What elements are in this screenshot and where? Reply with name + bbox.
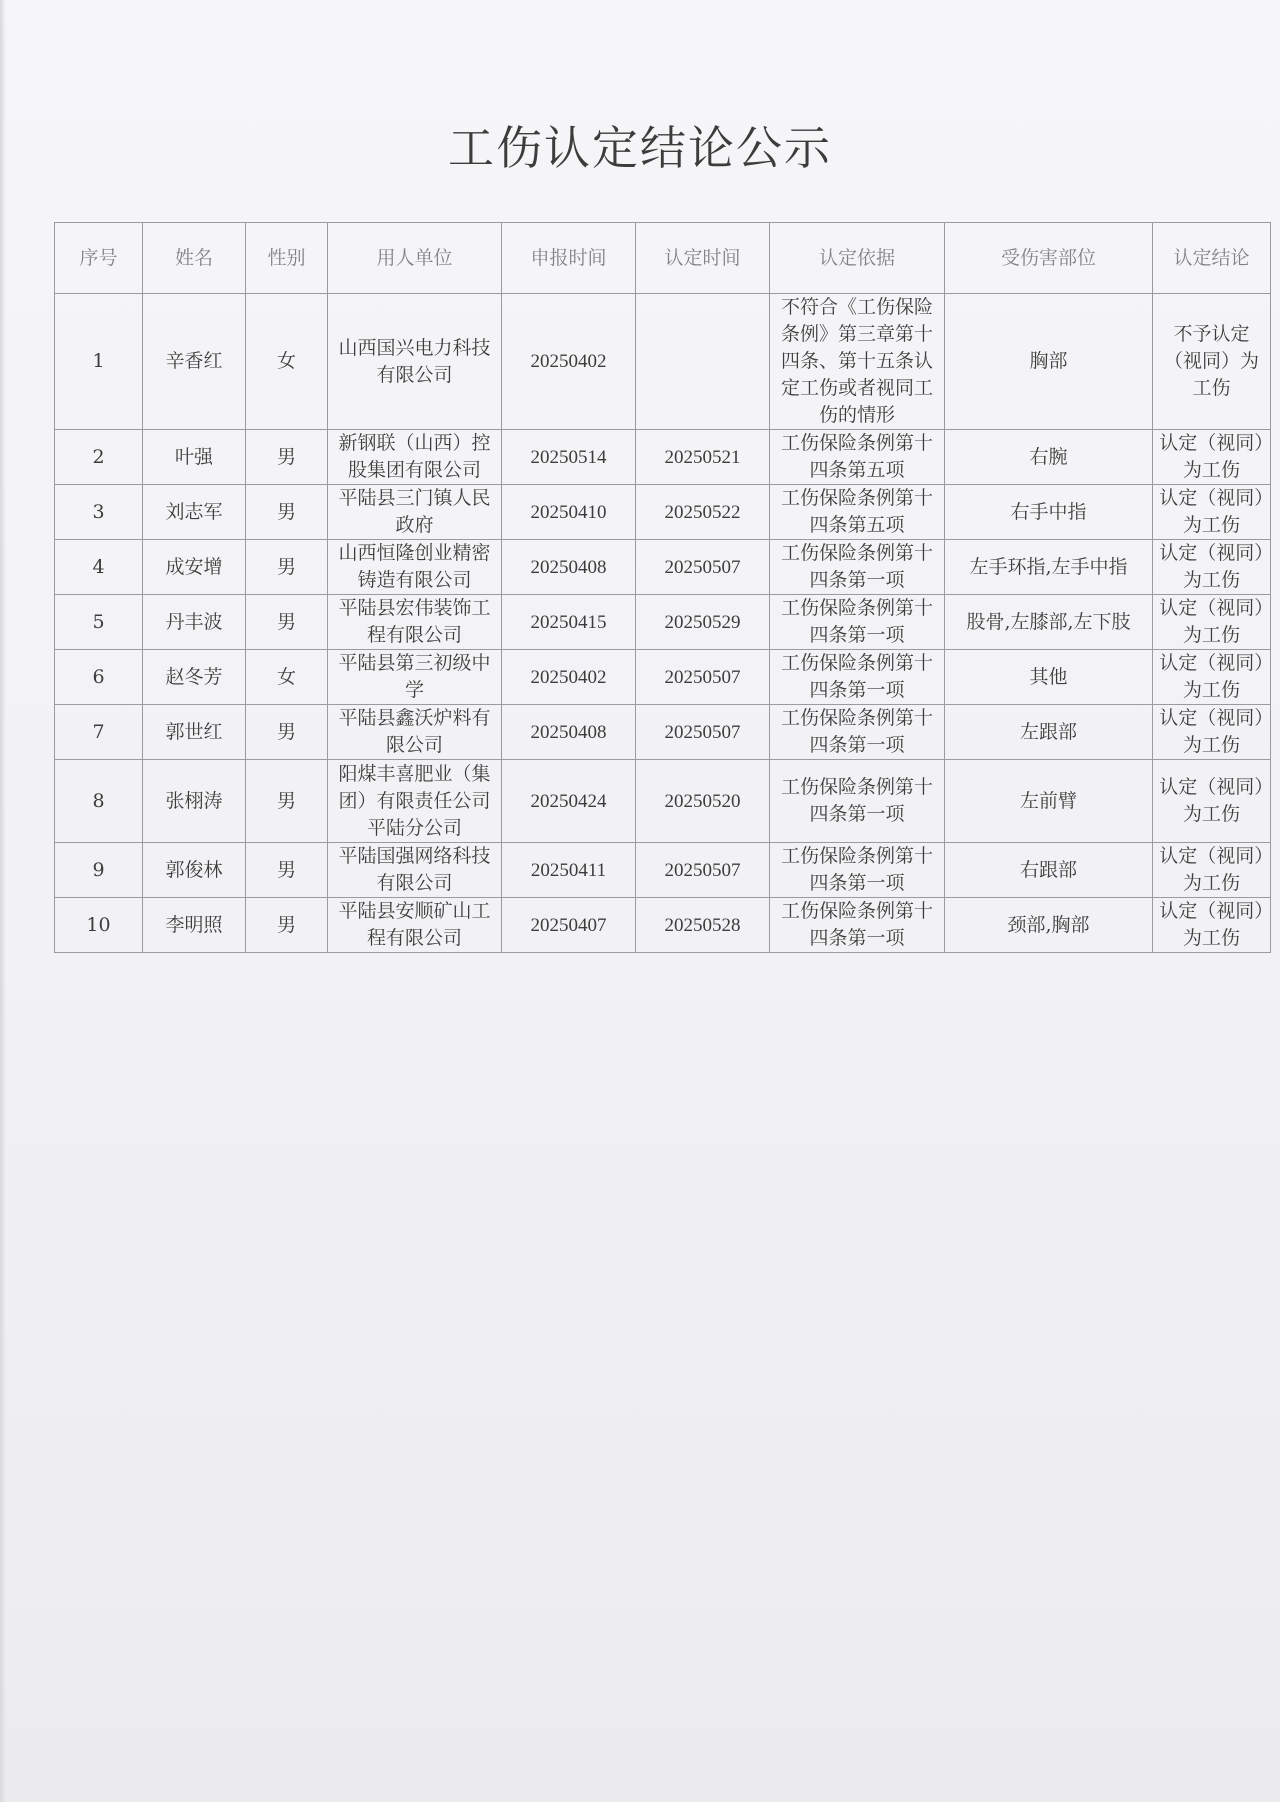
cell-conclusion: 认定（视同）为工伤 bbox=[1153, 430, 1271, 485]
cell-seq: 2 bbox=[55, 430, 143, 485]
table-row bbox=[55, 760, 1271, 843]
cell-conclusion: 认定（视同）为工伤 bbox=[1153, 595, 1271, 650]
table-row bbox=[55, 430, 1271, 485]
cell-injured-part: 右手中指 bbox=[945, 485, 1153, 540]
injury-decision-table bbox=[54, 222, 1271, 953]
cell-conclusion: 不予认定（视同）为工伤 bbox=[1153, 294, 1271, 430]
page-edge-shadow bbox=[0, 0, 6, 1802]
header-sex: 性别 bbox=[246, 223, 328, 294]
cell-sex: 男 bbox=[246, 898, 328, 953]
cell-apply-date: 20250415 bbox=[502, 595, 636, 650]
cell-apply-date: 20250402 bbox=[502, 650, 636, 705]
header-name: 姓名 bbox=[143, 223, 246, 294]
cell-apply-date: 20250407 bbox=[502, 898, 636, 953]
table-row bbox=[55, 540, 1271, 595]
cell-basis: 工伤保险条例第十四条第一项 bbox=[770, 898, 945, 953]
cell-sex: 男 bbox=[246, 595, 328, 650]
table-row bbox=[55, 485, 1271, 540]
cell-basis: 工伤保险条例第十四条第一项 bbox=[770, 650, 945, 705]
cell-seq: 10 bbox=[55, 898, 143, 953]
cell-employer: 平陆县三门镇人民政府 bbox=[328, 485, 502, 540]
cell-decision-date: 20250529 bbox=[636, 595, 770, 650]
cell-employer: 山西恒隆创业精密铸造有限公司 bbox=[328, 540, 502, 595]
cell-injured-part: 右跟部 bbox=[945, 843, 1153, 898]
cell-employer: 阳煤丰喜肥业（集团）有限责任公司平陆分公司 bbox=[328, 760, 502, 843]
table-row bbox=[55, 595, 1271, 650]
cell-injured-part: 胸部 bbox=[945, 294, 1153, 430]
cell-seq: 1 bbox=[55, 294, 143, 430]
cell-name: 叶强 bbox=[143, 430, 246, 485]
header-conclusion: 认定结论 bbox=[1153, 223, 1271, 294]
cell-name: 辛香红 bbox=[143, 294, 246, 430]
cell-sex: 女 bbox=[246, 294, 328, 430]
cell-conclusion: 认定（视同）为工伤 bbox=[1153, 760, 1271, 843]
cell-name: 刘志军 bbox=[143, 485, 246, 540]
cell-sex: 男 bbox=[246, 843, 328, 898]
table-row bbox=[55, 650, 1271, 705]
cell-employer: 山西国兴电力科技有限公司 bbox=[328, 294, 502, 430]
cell-employer: 平陆县宏伟装饰工程有限公司 bbox=[328, 595, 502, 650]
cell-injured-part: 其他 bbox=[945, 650, 1153, 705]
cell-conclusion: 认定（视同）为工伤 bbox=[1153, 705, 1271, 760]
cell-seq: 6 bbox=[55, 650, 143, 705]
cell-name: 郭世红 bbox=[143, 705, 246, 760]
cell-sex: 男 bbox=[246, 540, 328, 595]
cell-sex: 男 bbox=[246, 705, 328, 760]
table-row bbox=[55, 843, 1271, 898]
cell-seq: 5 bbox=[55, 595, 143, 650]
cell-sex: 女 bbox=[246, 650, 328, 705]
table-header-row bbox=[55, 223, 1271, 294]
header-employer: 用人单位 bbox=[328, 223, 502, 294]
cell-employer: 平陆县第三初级中学 bbox=[328, 650, 502, 705]
cell-apply-date: 20250424 bbox=[502, 760, 636, 843]
cell-basis: 工伤保险条例第十四条第一项 bbox=[770, 595, 945, 650]
header-decision-date: 认定时间 bbox=[636, 223, 770, 294]
cell-decision-date: 20250507 bbox=[636, 650, 770, 705]
cell-injured-part: 左跟部 bbox=[945, 705, 1153, 760]
cell-conclusion: 认定（视同）为工伤 bbox=[1153, 650, 1271, 705]
cell-employer: 平陆县鑫沃炉料有限公司 bbox=[328, 705, 502, 760]
cell-sex: 男 bbox=[246, 485, 328, 540]
cell-decision-date: 20250520 bbox=[636, 760, 770, 843]
cell-name: 成安增 bbox=[143, 540, 246, 595]
cell-decision-date: 20250507 bbox=[636, 540, 770, 595]
cell-injured-part: 左前臂 bbox=[945, 760, 1153, 843]
cell-injured-part: 右腕 bbox=[945, 430, 1153, 485]
cell-conclusion: 认定（视同）为工伤 bbox=[1153, 843, 1271, 898]
cell-conclusion: 认定（视同）为工伤 bbox=[1153, 540, 1271, 595]
document-title: 工伤认定结论公示 bbox=[448, 121, 832, 175]
cell-injured-part: 颈部,胸部 bbox=[945, 898, 1153, 953]
table-row bbox=[55, 705, 1271, 760]
cell-apply-date: 20250408 bbox=[502, 705, 636, 760]
table-row bbox=[55, 898, 1271, 953]
header-basis: 认定依据 bbox=[770, 223, 945, 294]
cell-basis: 工伤保险条例第十四条第一项 bbox=[770, 540, 945, 595]
table-row bbox=[55, 294, 1271, 430]
cell-sex: 男 bbox=[246, 430, 328, 485]
cell-basis: 工伤保险条例第十四条第一项 bbox=[770, 760, 945, 843]
cell-decision-date: 20250521 bbox=[636, 430, 770, 485]
cell-decision-date: 20250522 bbox=[636, 485, 770, 540]
cell-seq: 9 bbox=[55, 843, 143, 898]
cell-basis: 工伤保险条例第十四条第一项 bbox=[770, 843, 945, 898]
cell-decision-date bbox=[636, 294, 770, 430]
cell-apply-date: 20250411 bbox=[502, 843, 636, 898]
header-seq: 序号 bbox=[55, 223, 143, 294]
cell-name: 赵冬芳 bbox=[143, 650, 246, 705]
cell-injured-part: 股骨,左膝部,左下肢 bbox=[945, 595, 1153, 650]
cell-basis: 工伤保险条例第十四条第一项 bbox=[770, 705, 945, 760]
cell-sex: 男 bbox=[246, 760, 328, 843]
cell-employer: 平陆国强网络科技有限公司 bbox=[328, 843, 502, 898]
cell-conclusion: 认定（视同）为工伤 bbox=[1153, 485, 1271, 540]
cell-basis: 不符合《工伤保险条例》第三章第十四条、第十五条认定工伤或者视同工伤的情形 bbox=[770, 294, 945, 430]
cell-apply-date: 20250514 bbox=[502, 430, 636, 485]
header-injured-part: 受伤害部位 bbox=[945, 223, 1153, 294]
cell-name: 张栩涛 bbox=[143, 760, 246, 843]
cell-name: 郭俊林 bbox=[143, 843, 246, 898]
cell-seq: 4 bbox=[55, 540, 143, 595]
cell-decision-date: 20250507 bbox=[636, 705, 770, 760]
cell-basis: 工伤保险条例第十四条第五项 bbox=[770, 430, 945, 485]
cell-name: 李明照 bbox=[143, 898, 246, 953]
cell-seq: 3 bbox=[55, 485, 143, 540]
cell-apply-date: 20250402 bbox=[502, 294, 636, 430]
cell-apply-date: 20250410 bbox=[502, 485, 636, 540]
cell-decision-date: 20250528 bbox=[636, 898, 770, 953]
cell-injured-part: 左手环指,左手中指 bbox=[945, 540, 1153, 595]
cell-seq: 7 bbox=[55, 705, 143, 760]
cell-seq: 8 bbox=[55, 760, 143, 843]
header-apply-date: 申报时间 bbox=[502, 223, 636, 294]
cell-decision-date: 20250507 bbox=[636, 843, 770, 898]
cell-employer: 平陆县安顺矿山工程有限公司 bbox=[328, 898, 502, 953]
cell-conclusion: 认定（视同）为工伤 bbox=[1153, 898, 1271, 953]
cell-basis: 工伤保险条例第十四条第五项 bbox=[770, 485, 945, 540]
cell-employer: 新钢联（山西）控股集团有限公司 bbox=[328, 430, 502, 485]
cell-name: 丹丰波 bbox=[143, 595, 246, 650]
cell-apply-date: 20250408 bbox=[502, 540, 636, 595]
